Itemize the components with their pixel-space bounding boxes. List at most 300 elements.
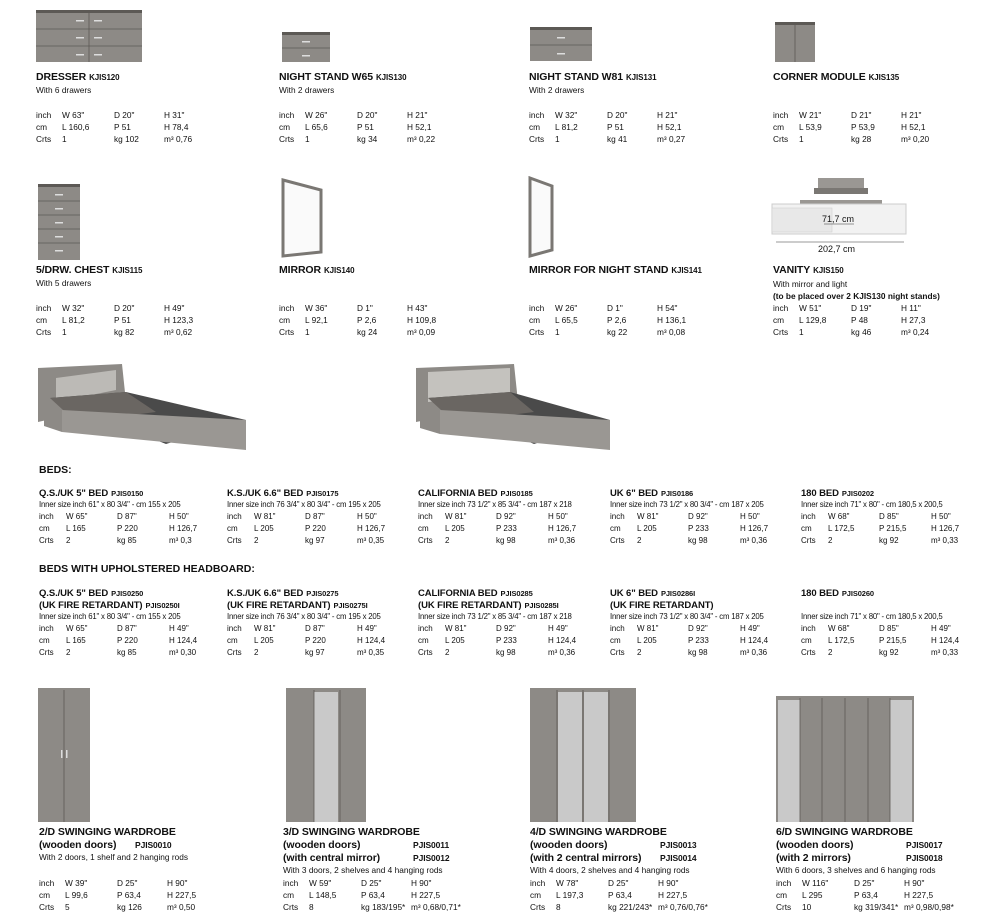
spec-cell: W 81" [254,512,276,521]
spec-cell: Crts [39,648,54,657]
spec-cell: D 20" [607,110,628,120]
spec-row [418,647,593,659]
spec-cell: P 220 [117,636,138,645]
spec-cell: kg 98 [496,648,516,657]
spec-cell: inch [227,624,242,633]
spec-cell: D 92" [496,624,516,633]
product-code: PJIS0186 [660,489,694,498]
spec-cell: cm [529,315,541,325]
spec-cell: cm [279,315,291,325]
spec-row [283,889,483,901]
spec-row [801,511,976,523]
spec-cell: H 49" [164,303,185,313]
spec-cell: Crts [279,327,295,337]
spec-cell: inch [773,303,789,313]
spec-cell: Crts [227,648,242,657]
spec-table [529,109,729,145]
spec-table [279,109,479,145]
inner-size: Inner size inch 73 1/2" x 80 3/4" - cm 187 x 205 [610,612,764,621]
spec-row [418,623,593,635]
spec-cell: 2 [66,648,71,657]
spec-cell: L 205 [637,636,657,645]
spec-cell: Crts [39,536,54,545]
spec-cell: W 81" [254,624,276,633]
spec-cell: D 85" [879,624,899,633]
product-title: 2/D SWINGING WARDROBE [39,826,176,838]
spec-row [529,302,729,314]
spec-cell: H 21" [407,110,428,120]
spec-cell: cm [283,890,295,900]
spec-cell: D 25" [854,878,875,888]
spec-cell: m³ 0,22 [407,134,436,144]
spec-cell: L 172,5 [828,636,855,645]
spec-cell: L 65,5 [555,315,578,325]
spec-cell: m³ 0,36 [740,536,768,545]
spec-cell: D 92" [688,512,708,521]
spec-cell: H 227,5 [658,890,688,900]
spec-cell: inch [801,512,816,521]
product-title: VANITY [773,264,811,276]
product-subtitle: (with 2 central mirrors) [530,852,642,864]
spec-cell: H 90" [411,878,432,888]
spec-cell: H 50" [548,512,568,521]
product-subtitle: (wooden doors) [39,839,117,851]
vanity-dim-depth: 71,7 cm [822,214,855,224]
spec-cell: inch [610,624,625,633]
product-desc: With 5 drawers [36,278,92,288]
spec-cell: H 126,7 [548,524,577,533]
product-code: KJIS150 [813,266,844,275]
vanity-dim-width: 202,7 cm [818,244,856,254]
spec-cell: P 48 [851,315,868,325]
spec-row [776,901,976,913]
spec-row [39,635,214,647]
spec-row [610,511,785,523]
product-code: PJIS0013 [660,840,697,850]
spec-cell: inch [773,110,789,120]
spec-cell: cm [773,122,785,132]
spec-cell: D 87" [117,624,137,633]
spec-cell: P 2,6 [607,315,627,325]
spec-cell: P 220 [305,524,326,533]
spec-cell: D 87" [117,512,137,521]
product-desc: With 2 doors, 1 shelf and 2 hanging rods [39,852,188,862]
spec-cell: inch [279,110,295,120]
spec-cell: H 126,7 [169,524,198,533]
product-code: PJIS0285 [500,589,533,598]
spec-cell: P 2,6 [357,315,377,325]
bed-wooden-headboard-image [36,362,250,454]
spec-cell: cm [36,122,48,132]
spec-cell: W 63" [62,110,85,120]
spec-cell: L 172,5 [828,524,855,533]
spec-row [39,647,214,659]
spec-table [773,109,973,145]
spec-row [279,133,479,145]
spec-cell: inch [279,303,295,313]
spec-row [39,523,214,535]
spec-cell: Crts [773,134,789,144]
bed-upholstered-headboard-image [414,362,614,454]
spec-cell: Crts [529,327,545,337]
spec-cell: kg 34 [357,134,378,144]
inner-size: Inner size inch 61" x 80 3/4" - cm 155 x 205 [39,612,181,621]
spec-row [773,133,973,145]
spec-cell: H 11" [901,303,921,313]
spec-cell: cm [418,636,429,645]
spec-cell: L 205 [445,636,465,645]
spec-cell: Crts [283,902,299,912]
spec-row [610,535,785,547]
upholstered-beds-heading: BEDS WITH UPHOLSTERED HEADBOARD: [39,563,255,575]
spec-cell: Crts [36,327,52,337]
spec-cell: 1 [305,134,310,144]
wardrobe-2d-image [38,688,92,824]
product-title: K.S./UK 6.6" BED [227,588,304,599]
product-code: PJIS0011 [413,840,450,850]
spec-cell: H 126,7 [740,524,769,533]
spec-cell: H 78,4 [164,122,189,132]
mirror-night-stand-image [528,176,556,260]
spec-cell: cm [776,890,788,900]
spec-cell: L 65,6 [305,122,328,132]
spec-row [227,647,402,659]
spec-row [418,523,593,535]
spec-cell: inch [418,624,433,633]
spec-cell: H 21" [901,110,922,120]
spec-cell: W 81" [445,512,467,521]
spec-cell: H 136,1 [657,315,687,325]
spec-row [418,535,593,547]
spec-table [801,623,976,659]
spec-cell: H 52,1 [407,122,432,132]
spec-cell: kg 28 [851,134,872,144]
spec-cell: kg 319/341* [854,902,899,912]
spec-cell: H 50" [357,512,377,521]
spec-cell: 5 [65,902,70,912]
product-subtitle: (wooden doors) [776,839,854,851]
product-code: PJIS0202 [841,489,875,498]
spec-row [39,623,214,635]
inner-size: Inner size inch 76 3/4" x 80 3/4" - cm 195 x 205 [227,500,381,509]
spec-cell: P 51 [114,122,131,132]
spec-cell: D 20" [114,303,135,313]
product-subtitle: (with central mirror) [283,852,381,864]
spec-cell: H 124,4 [357,636,386,645]
spec-cell: D 21" [851,110,872,120]
spec-cell: L 165 [66,524,86,533]
spec-cell: inch [39,512,54,521]
spec-cell: H 49" [169,624,189,633]
spec-cell: kg 24 [357,327,378,337]
spec-table [39,623,214,659]
spec-cell: Crts [801,536,816,545]
spec-row [773,326,973,338]
spec-cell: inch [776,878,792,888]
beds-heading: BEDS: [39,464,72,476]
product-title: DRESSER [36,71,87,83]
spec-table [418,623,593,659]
inner-size: Inner size inch 73 1/2" x 80 3/4" - cm 187 x 205 [610,500,764,509]
spec-cell: m³ 0,35 [357,648,385,657]
spec-cell: m³ 0,98/0,98* [904,902,954,912]
product-title: CALIFORNIA BED [418,488,498,499]
spec-table [776,877,976,913]
product-desc: With 6 doors, 3 shelves and 6 hanging rods [776,865,936,875]
product-note: (to be placed over 2 KJIS130 night stands) [773,291,940,301]
product-code: PJIS0185 [500,489,533,498]
spec-cell: m³ 0,68/0,71* [411,902,461,912]
spec-table [227,623,402,659]
spec-cell: W 51" [799,303,822,313]
spec-cell: 1 [799,134,804,144]
night-stand-w65-image [282,32,334,66]
spec-cell: H 49" [931,624,951,633]
spec-cell: W 21" [799,110,822,120]
spec-cell: H 227,5 [167,890,197,900]
spec-cell: H 50" [931,512,951,521]
spec-row [801,647,976,659]
spec-cell: m³ 0,50 [167,902,196,912]
spec-row [610,623,785,635]
spec-row [36,109,236,121]
spec-cell: D 92" [688,624,708,633]
product-code: PJIS0250 [111,589,144,598]
spec-cell: D 87" [305,624,325,633]
product-code: KJIS131 [625,73,657,82]
spec-row [227,623,402,635]
spec-row [801,523,976,535]
spec-cell: W 36" [305,303,328,313]
spec-cell: m³ 0,08 [657,327,686,337]
spec-table [530,877,730,913]
spec-table [36,302,236,338]
spec-cell: L 81,2 [555,122,578,132]
spec-row [227,523,402,535]
spec-cell: W 78" [556,878,579,888]
spec-cell: cm [39,524,50,533]
spec-row [529,133,729,145]
spec-row [529,109,729,121]
spec-cell: P 51 [357,122,374,132]
spec-cell: W 26" [555,303,578,313]
spec-cell: Crts [776,902,792,912]
wardrobe-3d-image [286,688,368,824]
spec-cell: m³ 0,20 [901,134,930,144]
spec-cell: H 124,4 [548,636,577,645]
spec-cell: W 81" [445,624,467,633]
spec-cell: L 53,9 [799,122,822,132]
product-title: CORNER MODULE [773,71,866,83]
product-title: 180 BED [801,488,839,499]
product-title: CALIFORNIA BED [418,588,498,599]
spec-cell: Crts [801,648,816,657]
spec-cell: W 59" [309,878,332,888]
spec-row [36,121,236,133]
spec-cell: H 50" [740,512,760,521]
spec-cell: H 126,7 [931,524,960,533]
spec-cell: cm [529,122,541,132]
spec-table [279,302,479,338]
spec-cell: P 53,9 [851,122,875,132]
spec-cell: W 39" [65,878,88,888]
spec-cell: H 123,3 [164,315,194,325]
spec-cell: m³ 0,76 [164,134,193,144]
spec-cell: kg 85 [117,536,137,545]
spec-cell: L 295 [802,890,823,900]
spec-row [227,535,402,547]
spec-row [39,535,214,547]
spec-cell: cm [530,890,542,900]
product-subtitle: (UK FIRE RETARDANT) [39,600,143,611]
product-desc: With 3 doors, 2 shelves and 4 hanging rods [283,865,443,875]
spec-cell: L 81,2 [62,315,85,325]
spec-cell: P 51 [607,122,624,132]
spec-row [418,635,593,647]
spec-cell: W 32" [555,110,578,120]
spec-table [283,877,483,913]
spec-cell: kg 41 [607,134,628,144]
spec-table [227,511,402,547]
spec-cell: cm [801,524,812,533]
spec-cell: Crts [529,134,545,144]
product-subtitle: (with 2 mirrors) [776,852,851,864]
product-title: UK 6" BED [610,588,658,599]
spec-cell: m³ 0,35 [357,536,385,545]
spec-cell: inch [801,624,816,633]
spec-cell: 2 [637,536,642,545]
spec-cell: L 160,6 [62,122,90,132]
product-title: 6/D SWINGING WARDROBE [776,826,913,838]
spec-cell: H 43" [407,303,428,313]
spec-row [801,623,976,635]
spec-row [283,901,483,913]
mirror-image [281,178,325,258]
spec-cell: kg 85 [117,648,137,657]
spec-cell: W 65" [66,512,88,521]
spec-row [279,121,479,133]
spec-cell: P 63,4 [608,890,632,900]
spec-cell: L 165 [66,636,86,645]
spec-cell: L 205 [254,524,274,533]
spec-cell: cm [801,636,812,645]
spec-cell: D 85" [879,512,899,521]
spec-cell: 1 [62,134,67,144]
product-subtitle: (UK FIRE RETARDANT) [610,600,714,611]
spec-cell: 1 [799,327,804,337]
spec-row [801,535,976,547]
spec-cell: H 49" [548,624,568,633]
spec-cell: m³ 0,62 [164,327,193,337]
spec-row [776,877,976,889]
spec-row [36,326,236,338]
inner-size: Inner size inch 71" x 80" - cm 180,5 x 200,5 [801,612,943,621]
spec-row [279,326,479,338]
spec-cell: D 1" [607,303,623,313]
spec-row [529,314,729,326]
spec-row [39,511,214,523]
spec-table [418,511,593,547]
spec-cell: inch [36,303,52,313]
spec-cell: H 124,4 [931,636,960,645]
spec-cell: m³ 0,33 [931,648,959,657]
spec-cell: kg 92 [879,536,899,545]
spec-cell: P 215,5 [879,636,907,645]
spec-cell: inch [227,512,242,521]
product-code: PJIS0260 [841,589,875,598]
spec-cell: Crts [418,536,433,545]
product-code: PJIS0286I [660,589,696,598]
product-code: PJIS0018 [906,853,943,863]
spec-cell: 1 [62,327,67,337]
spec-cell: inch [529,303,545,313]
product-code: KJIS115 [112,266,143,275]
product-title: UK 6" BED [610,488,658,499]
spec-cell: cm [39,890,51,900]
spec-row [801,635,976,647]
spec-row [610,635,785,647]
spec-table [801,511,976,547]
spec-row [529,121,729,133]
spec-cell: 2 [445,536,450,545]
spec-cell: inch [36,110,52,120]
spec-cell: Crts [279,134,295,144]
spec-cell: cm [610,524,621,533]
spec-cell: L 205 [637,524,657,533]
spec-cell: L 99,6 [65,890,88,900]
spec-row [283,877,483,889]
spec-cell: H 54" [657,303,678,313]
product-code: KJIS135 [868,73,900,82]
spec-row [530,877,730,889]
spec-cell: P 51 [114,315,131,325]
spec-cell: m³ 0,36 [548,536,576,545]
product-title: NIGHT STAND W81 [529,71,623,83]
product-desc: With 2 drawers [529,85,585,95]
spec-cell: cm [36,315,48,325]
spec-cell: H 124,4 [740,636,769,645]
spec-cell: P 63,4 [361,890,385,900]
inner-size: Inner size inch 73 1/2" x 85 3/4" - cm 187 x 218 [418,500,572,509]
spec-cell: Crts [39,902,55,912]
spec-cell: H 52,1 [657,122,682,132]
product-subtitle: (wooden doors) [283,839,361,851]
spec-cell: cm [418,524,429,533]
spec-row [39,889,239,901]
product-code: PJIS0014 [660,853,697,863]
spec-cell: D 92" [496,512,516,521]
spec-cell: P 63,4 [854,890,878,900]
spec-cell: cm [279,122,291,132]
spec-cell: H 109,8 [407,315,437,325]
spec-row [279,109,479,121]
product-code: PJIS0175 [306,489,339,498]
spec-row [36,314,236,326]
spec-cell: 2 [445,648,450,657]
spec-cell: Crts [610,648,625,657]
spec-cell: inch [610,512,625,521]
product-title: MIRROR FOR NIGHT STAND [529,264,669,276]
corner-module-image [775,22,819,66]
spec-cell: 8 [556,902,561,912]
night-stand-w81-image [530,27,596,65]
spec-cell: H 31" [164,110,185,120]
spec-cell: H 227,5 [411,890,441,900]
spec-table [39,877,239,913]
spec-cell: cm [39,636,50,645]
spec-cell: L 148,5 [309,890,337,900]
product-code: KJIS130 [375,73,407,82]
